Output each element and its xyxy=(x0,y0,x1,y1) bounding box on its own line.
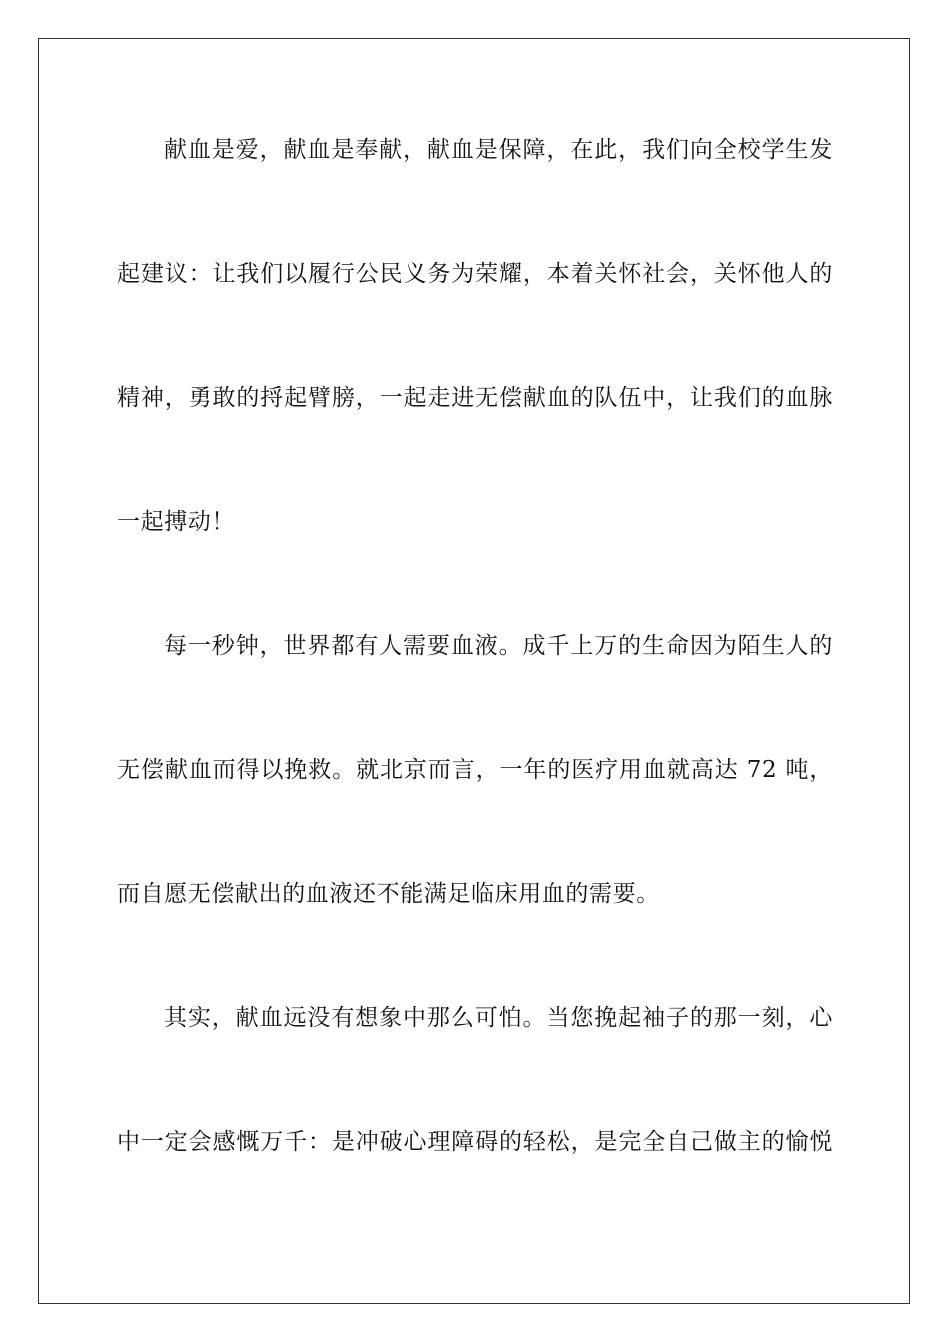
paragraph-1-line-2: 起建议：让我们以履行公民义务为荣耀，本着关怀社会，关怀他人的 xyxy=(117,261,833,287)
paragraph-1-line-1: 献血是爱，献血是奉献，献血是保障，在此，我们向全校学生发 xyxy=(164,137,833,163)
paragraph-3-line-2: 中一定会感慨万千：是冲破心理障碍的轻松，是完全自己做主的愉悦 xyxy=(117,1129,833,1155)
paragraph-2-line-2: 无偿献血而得以挽救。就北京而言，一年的医疗用血就高达 72 吨， xyxy=(117,757,833,783)
paragraph-2-line-1: 每一秒钟，世界都有人需要血液。成千上万的生命因为陌生人的 xyxy=(164,633,833,659)
paragraph-1-line-3: 精神，勇敢的捋起臂膀，一起走进无偿献血的队伍中，让我们的血脉 xyxy=(117,385,833,411)
paragraph-1-line-4: 一起搏动！ xyxy=(117,509,235,535)
paragraph-2-line-3: 而自愿无偿献出的血液还不能满足临床用血的需要。 xyxy=(117,881,660,907)
paragraph-3-line-1: 其实，献血远没有想象中那么可怕。当您挽起袖子的那一刻，心 xyxy=(164,1005,833,1031)
page-frame xyxy=(38,38,910,1304)
